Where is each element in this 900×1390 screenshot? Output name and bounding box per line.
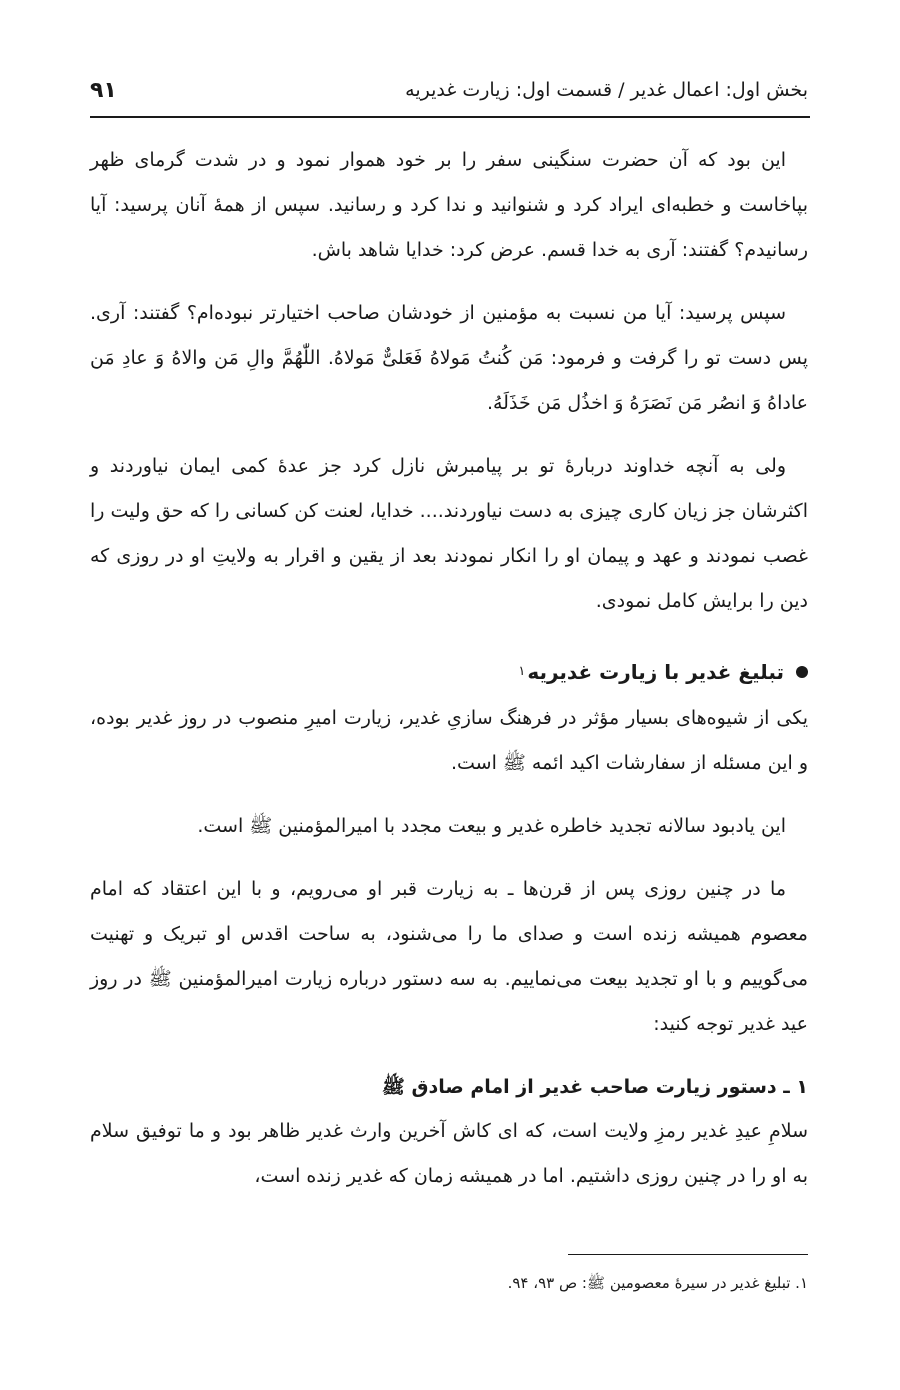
footnote: ۱. تبلیغ غدیر در سیرهٔ معصومین ﷺ: ص ۹۳، ۹۴. [507, 1274, 808, 1292]
page-number: ۹۱ [90, 77, 117, 103]
section-heading [90, 648, 808, 696]
paragraph-6: ما در چنین روزی پس از قرن‌ها ـ به زیارت قبر او می‌رویم، و با این اعتقاد که امام معصوم همیشه زنده است و صدای ما را می‌شنود، به ساحت اقدس او تبریک و تهنیت می‌گوییم و با او تجدید بیعت می‌نماییم. به سه دستور درباره زیارت امیرالمؤمنین ﷺ در روز عید غدیر توجه کنید: [90, 878, 808, 1035]
running-title: بخش اول: اعمال غدیر / قسمت اول: زیارت غدیریه [405, 79, 808, 101]
paragraph-1: این بود که آن حضرت سنگینی سفر را بر خود هموار نمود و در شدت گرمای ظهر بپاخاست و خطبه‌ای ایراد کرد و شنوانید و ندا کرد و رسانید. سپس از همهٔ آنان پرسید: آیا رسانیدم؟ گفتند: آری به خدا قسم. عرض کرد: خدایا شاهد باش. [90, 149, 808, 261]
paragraph-4: یکی از شیوه‌های بسیار مؤثر در فرهنگ سازیِ غدیر، زیارت امیرِ منصوب در روز غدیر بوده، و این مسئله از سفارشات اکید ائمه ﷺ است. [90, 707, 808, 774]
page-header [90, 72, 808, 108]
section-heading-text: تبلیغ غدیر با زیارت غدیریه [527, 660, 784, 684]
header-divider [90, 116, 810, 118]
paragraph-5: این یادبود سالانه تجدید خاطره غدیر و بیعت مجدد با امیرالمؤمنین ﷺ است. [197, 815, 786, 837]
paragraph-3: ولی به آنچه خداوند دربارهٔ تو بر پیامبرش نازل کرد جز عدهٔ کمی ایمان نیاوردند و اکثرشان جز زیان کاری چیزی به دست نیاوردند.... خدایا، لعنت کن کسانی را که حق ولیت را غصب نمودند و عهد و پیمان او را انکار نمودند بعد از یقین و اقرار به ولایتِ او در روزی که دین را برایش کامل نمودی. [90, 455, 808, 612]
subsection-heading: ۱ ـ دستور زیارت صاحب غدیر از امام صادق ﷺ [381, 1076, 808, 1098]
footnote-divider [568, 1254, 808, 1255]
page-body [90, 138, 808, 1217]
paragraph-2: سپس پرسید: آیا من نسبت به مؤمنین از خودشان صاحب اختیارتر نبوده‌ام؟ گفتند: آری. پس دست تو را گرفت و فرمود: مَن کُنتُ مَولاهُ فَعَلیٌّ مَولاهُ. اللّٰهُمَّ والِ مَن والاهُ وَ عادِ مَن عاداهُ وَ انصُر مَن نَصَرَهُ وَ اخذُل مَن خَذَلَهُ. [90, 302, 808, 414]
bullet-icon [796, 666, 808, 678]
footnote-reference[interactable]: ۱ [518, 664, 526, 679]
paragraph-7: سلامِ عیدِ غدیر رمزِ ولایت است، که ای کاش آخرین وارث غدیر ظاهر بود و ما توفیق سلام به او را در چنین روزی داشتیم. اما در همیشه زمان که غدیر زنده است، [90, 1120, 808, 1187]
